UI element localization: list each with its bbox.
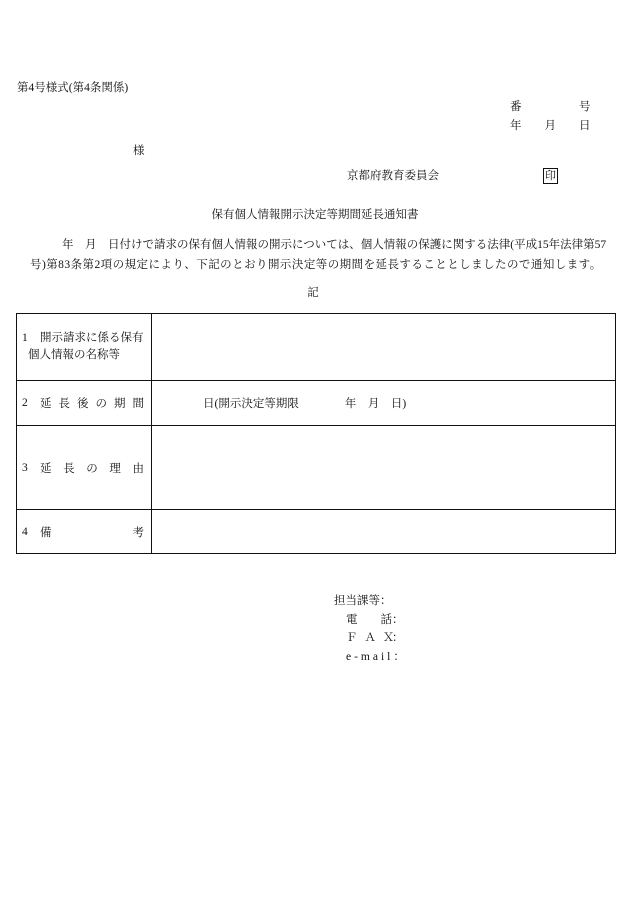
row-number: 2 bbox=[22, 397, 28, 409]
row-label: 延長の理由 bbox=[40, 462, 144, 475]
fax-label: Ｆ Ａ Ｘ： bbox=[346, 632, 402, 644]
row-2-label-cell bbox=[17, 381, 152, 426]
row-number: 3 bbox=[22, 461, 28, 474]
row-number: 1 bbox=[22, 332, 28, 344]
document-date-label: 年 月 日 bbox=[510, 120, 591, 132]
form-number: 第4号様式(第4条関係) bbox=[17, 82, 129, 94]
row-4-label-cell bbox=[17, 510, 152, 553]
row-label: 開示請求に係る保有 bbox=[40, 332, 144, 344]
body-text-line: 年 月 日付けで請求の保有個人情報の開示については、個人情報の保護に関する法律(平成15年法律第57 bbox=[62, 239, 607, 251]
phone-label: 電 話： bbox=[346, 614, 404, 626]
ki-heading: 記 bbox=[307, 287, 319, 299]
row-4-value-cell bbox=[152, 510, 615, 553]
row-3-value-cell bbox=[152, 426, 615, 510]
sender-name: 京都府教育委員会 bbox=[347, 170, 439, 182]
row-label: 延長後の期間 bbox=[40, 398, 144, 410]
row-1-value-cell bbox=[152, 314, 615, 381]
email-label: e-mail： bbox=[346, 651, 408, 663]
document-title: 保有個人情報開示決定等期間延長通知書 bbox=[211, 209, 419, 221]
row-label: 備考 bbox=[40, 526, 144, 539]
seal-stamp: 印 bbox=[545, 170, 556, 182]
row-1-label-line bbox=[22, 330, 144, 347]
row-number: 4 bbox=[22, 525, 28, 538]
recipient-honorific: 様 bbox=[133, 145, 145, 157]
row-3-label-cell bbox=[17, 426, 152, 510]
details-table bbox=[16, 313, 616, 554]
row-2-value-cell bbox=[152, 381, 615, 426]
row-1-label-cell bbox=[17, 314, 152, 381]
row-1-label-line-2: 個人情報の名称等 bbox=[28, 349, 120, 361]
department-label: 担当課等： bbox=[334, 595, 392, 607]
extended-period-text: 日(開示決定等期限 年 月 日) bbox=[203, 398, 407, 410]
document-number-label: 番 号 bbox=[510, 101, 591, 113]
body-text-line: 号)第83条第2項の規定により、下記のとおり開示決定等の期間を延長することとしましたので通知します。 bbox=[30, 259, 602, 271]
